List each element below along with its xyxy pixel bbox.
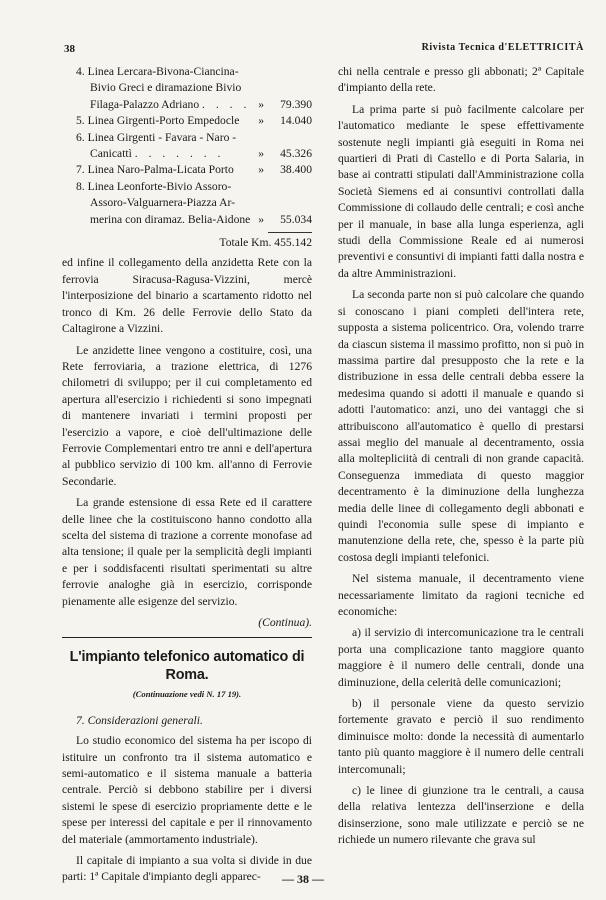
item-text: Linea Girgenti-Porto Empedocle <box>87 114 240 128</box>
item-text: Linea Leonforte-Bivio Assoro- <box>87 179 232 193</box>
right-column <box>338 64 584 854</box>
leader-dots: . . . . . . . <box>134 147 225 161</box>
item-value: 14.040 <box>280 114 312 128</box>
section-divider <box>62 637 312 638</box>
paragraph: Il capitale di impianto a sua volta si divide in due parti: 1ª Capitale d'impianto degli apparec- <box>62 854 312 884</box>
list-item <box>62 162 312 178</box>
item-number: 4. <box>76 65 85 78</box>
paragraph: Nel sistema manuale, il decentramento viene necessariamente limitato da ragioni tecniche ed economiche: <box>338 572 584 618</box>
item-number: 8. <box>76 179 85 193</box>
item-text-cont <box>76 146 254 162</box>
paragraph: a) il servizio di intercomunicazione tra le centrali porta una complicazione tanto maggiore quanto maggiore è il numero delle centrali, donde una diminuzione, della celerità delle comunicazioni; <box>338 626 584 689</box>
list-item <box>62 179 312 228</box>
paragraph: La grande estensione di essa Rete ed il carattere delle linee che la costituiscono hanno condotto alla scelta del sistema di trazione a corrente monofase ad alta tensione; il quale per la semplicità degli impianti e per i soddisfacenti risultati sperimentati su altre ferrovie analoghe già in esercizio, corrisponde pienamente alle esigenze del servizio. <box>62 496 312 608</box>
paragraph: chi nella centrale e presso gli abbonati; 2ª Capitale d'impianto della rete. <box>338 65 584 95</box>
paragraph: Le anzidette linee vengono a costituire, così, una Rete ferroviaria, a trazione elettrica, di 1276 chilometri di sviluppo; per il cui completamento ed apertura all'esercizio i richiedenti si sono impegnati di mantenere invariati i termini proposti per l'esercizio a vapore, e cioè dell'ultimazione delle Ferrovie Complementari entro tre anni e dell'apertura al pubblico servizio di 100 km. all'anno di Ferrovie Secondarie. <box>62 343 312 488</box>
item-text-last: Canicattì <box>90 147 132 161</box>
section-subtitle: (Continuazione vedi N. 17 19). <box>132 689 242 700</box>
paragraph: c) le linee di giunzione tra le centrali, a causa della relativa lentezza dell'inserzione e della disinserzione, sono male utilizzate e perciò se ne richiede un numero rilevante che grava sul <box>338 784 584 847</box>
list-item <box>62 113 312 129</box>
paragraph: Lo studio economico del sistema ha per iscopo di istituire un confronto tra il sistema automatico e semi-automatico e il sistema manuale a batteria centrale. Perciò si debbono stabilire per i diversi sistemi le spese di esercizio propriamente dette e le spese per interessi del capitale e per il rinnovamento del materiale (ammortamento industriale). <box>62 734 312 846</box>
continua-note: (Continua). <box>258 616 312 629</box>
sum-divider <box>268 232 312 233</box>
item-value: 45.326 <box>280 147 312 161</box>
item-text: Linea Naro-Palma-Licata Porto <box>87 163 234 177</box>
item-number: 6. <box>76 130 85 144</box>
total-km: Totale Km. 455.142 <box>219 236 312 250</box>
item-text-cont: Bivio Greci e diramazione Bivio <box>90 81 242 95</box>
item-value: 55.034 <box>280 212 312 226</box>
page-number: 38 <box>64 43 75 55</box>
railway-lines-list <box>62 64 312 228</box>
ditto-mark: » <box>258 147 264 161</box>
page-footer: — 38 — <box>282 872 324 886</box>
item-text: Linea Girgenti - Favara - Naro - <box>87 130 237 144</box>
ditto-mark: » <box>258 97 264 111</box>
paragraph: ed infine il collegamento della anzidetta Rete con la ferrovia Siracusa-Ragusa-Vizzini, mercè l'interposizione del binario a scartamento ridotto nel tronco di Km. 26 delle Ferrovie dello Stato da Caltagirone a Vizzini. <box>62 256 312 336</box>
left-column <box>62 64 312 891</box>
item-value: 79.390 <box>280 97 312 111</box>
list-item <box>62 130 312 163</box>
item-text: Linea Lercara-Bivona-Ciancina- <box>87 65 239 78</box>
item-text-cont <box>76 97 254 113</box>
subsection-heading: 7. Considerazioni generali. <box>76 713 203 727</box>
paragraph: La prima parte si può facilmente calcolare per l'automatico mediante le spese effettivamente sostenute negli impianti già eseguiti in Roma nei quartieri di Prati di Castello e di Porta Salaria, in base ai contratti stipulati dall'Amministrazione colla Società Siemens ed ai consuntivi controllati dalla Commissione di collaudo delle centrali; e così anche per il manuale, in base alla lunga esperienza, agli studi della Commissione Reale ed ai numerosi preventivi e consuntivi di impianti fatti dalla nostra e da altre Amministrazioni. <box>338 102 584 280</box>
section-title: L'impianto telefonico automatico di Roma. <box>69 649 305 684</box>
item-text-cont: Assoro-Valguarnera-Piazza Ar- <box>90 196 235 210</box>
paragraph: b) il personale viene da questo servizio fortemente gravato e perciò il suo rendimento diminuisce molto: donde la necessità di aumentarlo tanto più quanto maggiore è il numero delle centrali intercomunali; <box>338 697 584 776</box>
ditto-mark: » <box>258 163 264 177</box>
item-number: 5. <box>76 114 85 128</box>
paragraph: La seconda parte non si può calcolare che quando si conoscano i piani completi dell'intera rete, supposta a sistema policentrico. Ora, volendo trarre da ciascun sistema il massimo profitto, non si può in massima partire dal presupposto che la rete e la distribuzione in essa delle centrali debba essere la medesima quando si adotti il manuale e quando si adotti l'automatico: anzi, uno dei vantaggi che si attribuiscono all'automatico è quello di prestarsi assai meglio del manuale al decentramento, ossia alla moltepliciità di centrali di non grande capacità. Conseguenza immediata di questo maggior decentramento è la diminuzione della lunghezza media delle linee di collegamento degli abbonati e quindi l'economia sulle spese di impianto e manutenzione della rete, che, spesso è la parte più costosa degli impianti telefonici. <box>338 288 584 564</box>
item-value: 38.400 <box>280 163 312 177</box>
ditto-mark: » <box>258 114 264 128</box>
item-text-last: Filaga-Palazzo Adriano <box>90 97 200 111</box>
list-item <box>62 64 312 113</box>
item-text-cont: merina con diramaz. Belia-Aidone <box>90 212 251 226</box>
ditto-mark: » <box>258 212 264 226</box>
leader-dots: . . . . <box>202 97 251 111</box>
journal-title: Rivista Tecnica d'ELETTRICITÀ <box>421 42 584 53</box>
item-number: 7. <box>76 163 85 177</box>
